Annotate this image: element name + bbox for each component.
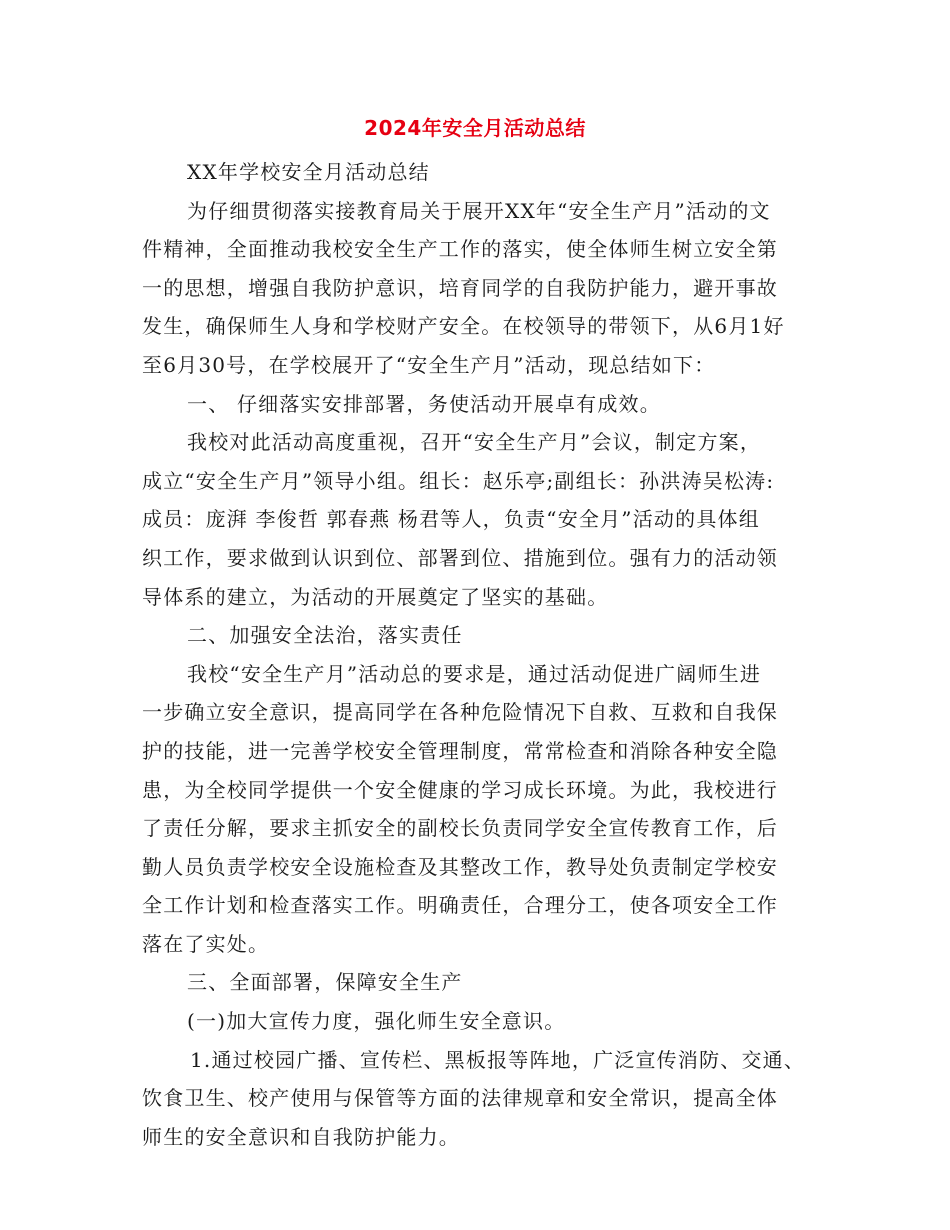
text-line: XX年学校安全月活动总结	[187, 160, 430, 184]
text-line: 我校对此活动高度重视，召开“安全生产月”会议，制定方案，	[187, 430, 762, 455]
text-line: 了责任分解，要求主抓安全的副校长负责同学安全宣传教育工作，后	[142, 816, 778, 841]
text-line: 1.通过校园广播、宣传栏、黑板报等阵地，广泛宣传消防、交通、	[190, 1047, 806, 1072]
text-line: 一的思想，增强自我防护意识，培育同学的自我防护能力，避开事故	[142, 275, 778, 300]
text-line: 一、 仔细落实安排部署，务使活动开展卓有成效。	[187, 391, 661, 416]
text-line: 我校“安全生产月”活动总的要求是，通过活动促进广阔师生进	[187, 661, 762, 686]
paragraph-section-2	[142, 655, 812, 964]
text-line: 件精神，全面推动我校安全生产工作的落实，使全体师生树立安全第	[142, 237, 778, 262]
text-line: 导体系的建立，为活动的开展奠定了坚实的基础。	[142, 584, 609, 609]
text-line: 至6月30号，在学校展开了“安全生产月”活动，现总结如下：	[142, 352, 716, 377]
text-line: 成员：庞湃 李俊哲 郭春燕 杨君等人，负责“安全月”活动的具体组	[142, 507, 760, 532]
paragraph-section-1	[142, 423, 812, 616]
text-line: 师生的安全意识和自我防护能力。	[142, 1124, 460, 1149]
text-line: 发生，确保师生人身和学校财产安全。在校领导的带领下，从6月1好	[142, 314, 785, 339]
text-line: 织工作，要求做到认识到位、部署到位、措施到位。强有力的活动领	[142, 545, 778, 570]
section-heading-1	[142, 385, 812, 424]
paragraph-section-3-1	[142, 1041, 812, 1157]
document-body	[142, 153, 812, 1156]
text-line: 一步确立安全意识，提高同学在各种危险情况下自救、互救和自我保	[142, 700, 778, 725]
text-line: 护的技能，进一完善学校安全管理制度，常常检查和消除各种安全隐	[142, 738, 778, 763]
text-line: 二、加强安全法治，落实责任	[187, 623, 463, 648]
paragraph-subtitle	[142, 153, 812, 192]
document-title: 2024年安全月活动总结	[364, 116, 586, 140]
text-line: 成立“安全生产月”领导小组。组长：赵乐亭;副组长：孙洪涛吴松涛:	[142, 468, 775, 493]
paragraph-intro	[142, 192, 812, 385]
section-heading-2	[142, 616, 812, 655]
text-line: 全工作计划和检查落实工作。明确责任，合理分工，使各项安全工作	[142, 893, 778, 918]
text-line: 饮食卫生、校产使用与保管等方面的法律规章和安全常识，提高全体	[142, 1086, 778, 1111]
text-line: 落在了实处。	[142, 931, 270, 956]
subsection-heading-3-1	[142, 1002, 812, 1041]
text-line: 三、全面部署，保障安全生产	[187, 970, 463, 995]
text-line: (一)加大宣传力度，强化师生安全意识。	[187, 1009, 566, 1034]
text-line: 患，为全校同学提供一个安全健康的学习成长环境。为此，我校进行	[142, 777, 778, 802]
section-heading-3	[142, 963, 812, 1002]
text-line: 勤人员负责学校安全设施检查及其整改工作，教导处负责制定学校安	[142, 854, 778, 879]
text-line: 为仔细贯彻落实接教育局关于展开XX年“安全生产月”活动的文	[187, 198, 771, 223]
